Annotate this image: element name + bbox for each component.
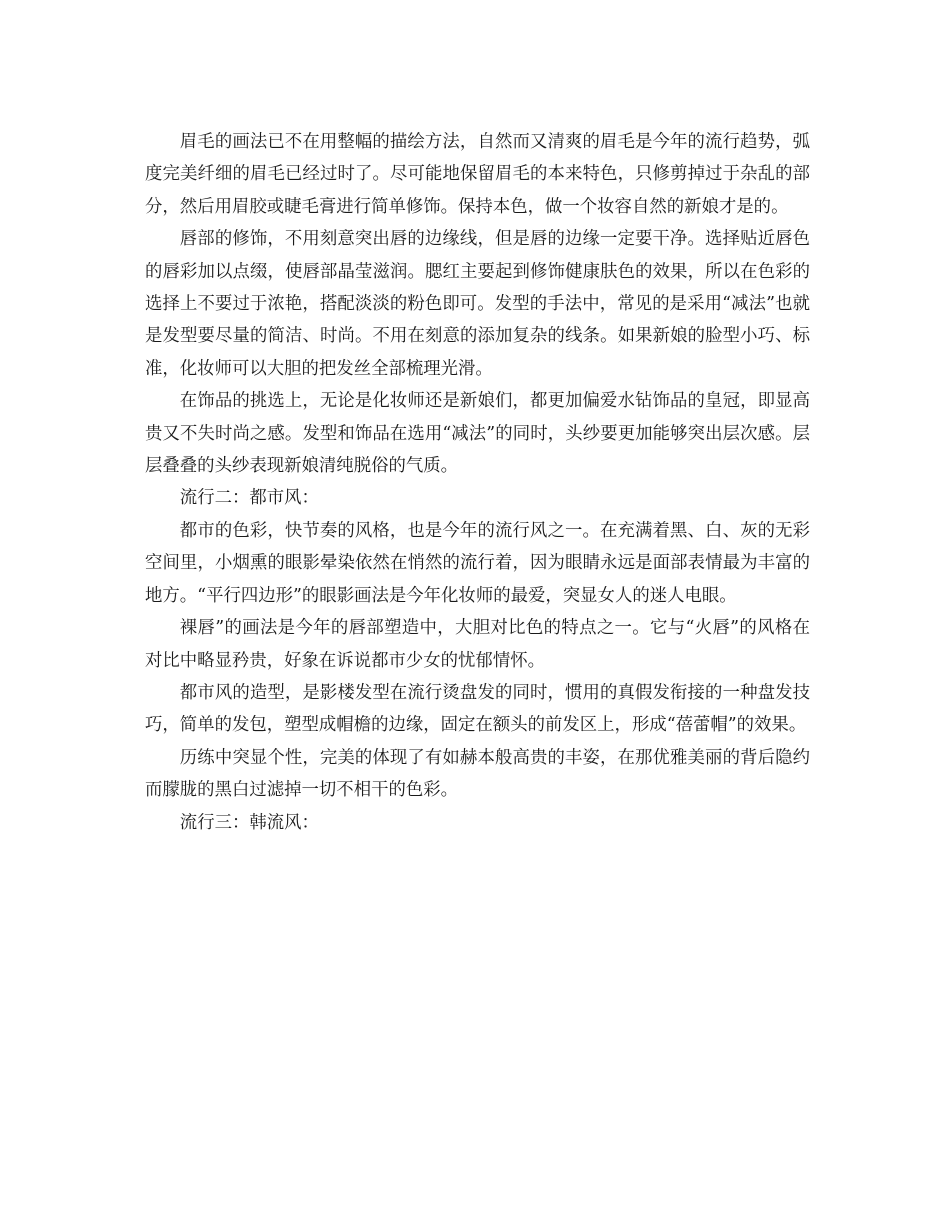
paragraph-accessories: 在饰品的挑选上，无论是化妆师还是新娘们，都更加偏爱水钻饰品的皇冠，即显高贵又不失时尚之感。发型和饰品在选用“减法”的同时，头纱要更加能够突出层次感。层层叠叠的头纱表现新娘清纯脱俗的气质。 [145,391,810,477]
section-heading-urban-style: 流行二：都市风： [179,488,319,509]
paragraph-nude-lips: 裸唇”的画法是今年的唇部塑造中，大胆对比色的特点之一。它与“火唇”的风格在对比中略显矜贵，好象在诉说都市少女的忧郁情怀。 [145,618,810,671]
paragraph-urban-colors: 都市的色彩，快节奏的风格，也是今年的流行风之一。在充满着黑、白、灰的无彩空间里，小烟熏的眼影晕染依然在悄然的流行着，因为眼睛永远是面部表情最为丰富的地方。“平行四边形”的眼影画法是今年化妆师的最爱，突显女人的迷人电眼。 [145,520,810,606]
paragraph-personality: 历练中突显个性，完美的体现了有如赫本般高贵的丰姿，在那优雅美丽的背后隐约而朦胧的黑白过滤掉一切不相干的色彩。 [145,747,810,801]
paragraph-eyebrow: 眉毛的画法已不在用整幅的描绘方法，自然而又清爽的眉毛是今年的流行趋势，弧度完美纤细的眉毛已经过时了。尽可能地保留眉毛的本来特色，只修剪掉过于杂乱的部分，然后用眉胶或睫毛膏进行简单修饰。保持本色，做一个妆容自然的新娘才是的。 [145,132,810,217]
section-heading-korean-style: 流行三：韩流风： [179,812,319,833]
paragraph-urban-hairstyle: 都市风的造型，是影楼发型在流行烫盘发的同时，惯用的真假发衔接的一种盘发技巧，简单的发包，塑型成帽檐的边缘，固定在额头的前发区上，形成“蓓蕾帽”的效果。 [145,682,810,736]
document-body [145,126,810,839]
paragraph-lips-hair: 唇部的修饰，不用刻意突出唇的边缘线，但是唇的边缘一定要干净。选择贴近唇色的唇彩加以点缀，使唇部晶莹滋润。腮红主要起到修饰健康肤色的效果，所以在色彩的选择上不要过于浓艳，搭配淡淡的粉色即可。发型的手法中，常见的是采用“减法”也就是发型要尽量的简洁、时尚。不用在刻意的添加复杂的线条。如果新娘的脸型小巧、标准，化妆师可以大胆的把发丝全部梳理光滑。 [145,229,810,379]
